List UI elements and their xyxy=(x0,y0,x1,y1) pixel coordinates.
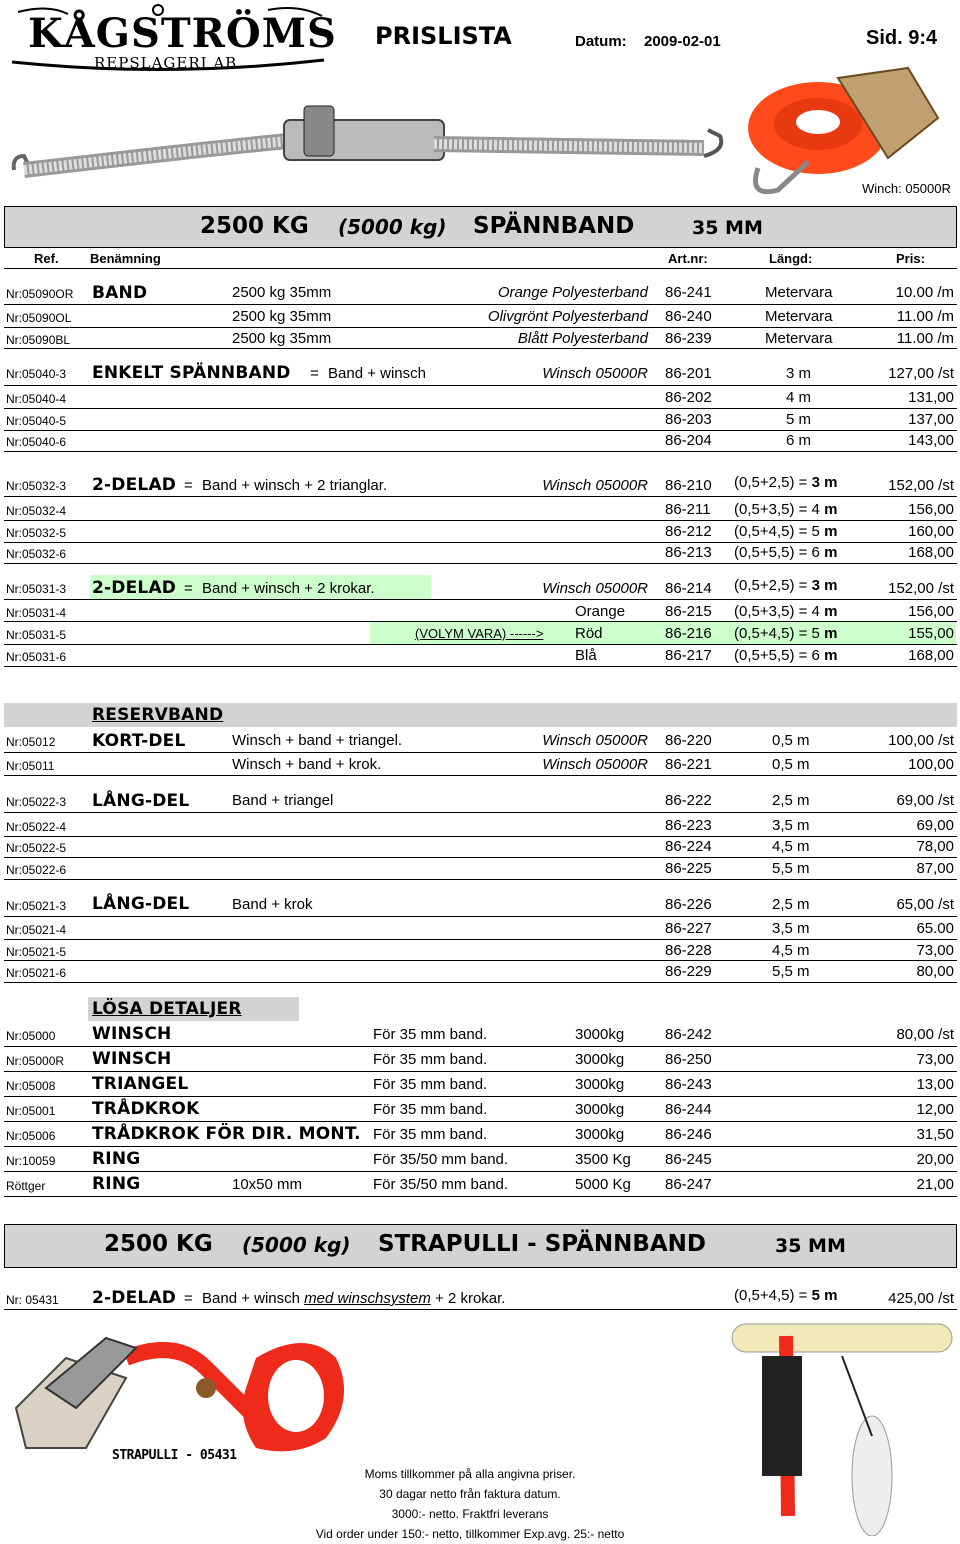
row-ref: Nr:05040-6 xyxy=(6,435,67,449)
row-art: 86-212 xyxy=(665,523,712,540)
banner-title: STRAPULLI - SPÄNNBAND xyxy=(378,1231,707,1257)
row-art: 86-229 xyxy=(665,963,712,980)
row-length: (0,5+4,5) = 5 m xyxy=(734,523,838,540)
row-art: 86-203 xyxy=(665,411,712,428)
row-price: 65.00 xyxy=(916,920,954,937)
footer-line: 30 dagar netto från faktura datum. xyxy=(379,1487,561,1501)
row-ref: Nr:05040-3 xyxy=(6,367,67,381)
row-ref: Nr:05090BL xyxy=(6,333,71,347)
row-desc: Orange Polyesterband xyxy=(497,284,648,301)
product-name-langdel: LÅNG-DEL xyxy=(92,894,190,914)
winch-type: Winsch 05000R xyxy=(542,732,648,749)
row-art: 86-202 xyxy=(665,389,712,406)
row-price: 31,50 xyxy=(916,1126,954,1143)
row-ref: Nr:05032-5 xyxy=(6,526,67,540)
footer-line: 3000:- netto. Fraktfri leverans xyxy=(391,1507,549,1521)
row-desc: För 35 mm band. xyxy=(373,1126,488,1143)
row-price: 100,00 xyxy=(908,756,954,773)
row-ref: Nr:05021-6 xyxy=(6,966,67,980)
row-desc: För 35 mm band. xyxy=(373,1051,488,1068)
banner-kg: 2500 KG xyxy=(200,213,309,239)
row-desc: Winsch + band + krok. xyxy=(232,756,382,773)
col-length: Längd: xyxy=(769,251,813,266)
row-price: 155,00 xyxy=(908,625,954,642)
equals: = xyxy=(184,580,193,597)
row-art: 86-225 xyxy=(665,860,712,877)
row-art: 86-216 xyxy=(665,625,712,642)
row-load: 3000kg xyxy=(575,1026,625,1043)
row-spec: 2500 kg 35mm xyxy=(232,284,332,301)
row-price: 131,00 xyxy=(908,389,954,406)
row-product-name: KORT-DEL xyxy=(92,731,186,751)
row-price: 143,00 xyxy=(908,432,954,449)
row-length: Metervara xyxy=(765,284,833,301)
row-art: 86-204 xyxy=(665,432,712,449)
row-price: 152,00 /st xyxy=(888,580,954,597)
section-title-reservband: RESERVBAND xyxy=(92,705,224,725)
row-load: 3000kg xyxy=(575,1101,625,1118)
row-ref: Nr:05040-4 xyxy=(6,392,67,406)
row-art: 86-224 xyxy=(665,838,712,855)
row-desc: Band + winsch med winschsystem + 2 krokar. xyxy=(202,1290,506,1307)
row-art: 86-223 xyxy=(665,817,712,834)
row-spec: 10x50 mm xyxy=(232,1176,303,1193)
row-load: 3500 Kg xyxy=(575,1151,631,1168)
document-title: PRISLISTA xyxy=(375,22,512,50)
product-desc: Band + winsch xyxy=(328,365,426,382)
row-ref: Nr:05032-3 xyxy=(6,479,67,493)
product-name-2delad: 2-DELAD xyxy=(92,475,177,495)
banner-title: SPÄNNBAND xyxy=(473,213,635,239)
row-product-name: RING xyxy=(92,1174,141,1194)
row-length: (0,5+4,5) = 5 m xyxy=(734,625,838,642)
row-length: 5,5 m xyxy=(772,963,810,980)
row-load: 3000kg xyxy=(575,1126,625,1143)
row-art: 86-220 xyxy=(665,732,712,749)
row-length: 2,5 m xyxy=(772,896,810,913)
row-length: 4,5 m xyxy=(772,942,810,959)
row-ref: Nr:05031-6 xyxy=(6,650,67,664)
row-art: 86-217 xyxy=(665,647,712,664)
row-color: Röd xyxy=(575,625,603,642)
page-number: Sid. 9:4 xyxy=(866,27,938,49)
row-art: 86-239 xyxy=(665,330,712,347)
row-ref: Nr:05032-6 xyxy=(6,547,67,561)
photo-label: STRAPULLI - 05431 xyxy=(112,1448,237,1463)
row-product-name: TRÅDKROK xyxy=(92,1099,200,1119)
row-ref: Nr:05040-5 xyxy=(6,414,67,428)
strapulli-usage-photo xyxy=(722,1316,958,1536)
row-art: 86-242 xyxy=(665,1026,712,1043)
row-length: Metervara xyxy=(765,330,833,347)
col-price: Pris: xyxy=(896,251,925,266)
row-price: 160,00 xyxy=(908,523,954,540)
row-price: 11.00 /m xyxy=(896,308,954,325)
row-ref: Nr:10059 xyxy=(6,1154,56,1168)
winch-type: Winsch 05000R xyxy=(542,580,648,597)
row-ref: Röttger xyxy=(6,1179,46,1193)
footer-notes xyxy=(300,1464,640,1544)
row-length: 3,5 m xyxy=(772,920,810,937)
row-ref: Nr:05022-6 xyxy=(6,863,67,877)
row-price: 69,00 /st xyxy=(896,792,954,809)
product-desc: Band + winsch + 2 trianglar. xyxy=(202,477,388,494)
row-price: 13,00 xyxy=(916,1076,954,1093)
row-ref: Nr:05022-5 xyxy=(6,841,67,855)
row-desc: För 35 mm band. xyxy=(373,1101,488,1118)
row-desc: Olivgrönt Polyesterband xyxy=(487,308,648,325)
banner-width: 35 MM xyxy=(692,217,763,239)
row-art: 86-244 xyxy=(665,1101,712,1118)
row-price: 156,00 xyxy=(908,501,954,518)
row-length: 4 m xyxy=(786,389,812,406)
row-ref: Nr:05032-4 xyxy=(6,504,67,518)
row-ref: Nr:05021-3 xyxy=(6,899,67,913)
row-product-name: BAND xyxy=(92,283,148,303)
row-art: 86-221 xyxy=(665,756,712,773)
row-art: 86-250 xyxy=(665,1051,712,1068)
row-art: 86-210 xyxy=(665,477,712,494)
row-price: 100,00 /st xyxy=(888,732,954,749)
row-price: 80,00 xyxy=(916,963,954,980)
col-art: Art.nr: xyxy=(668,251,708,266)
row-load: 5000 Kg xyxy=(575,1176,631,1193)
row-length: (0,5+3,5) = 4 m xyxy=(734,603,838,620)
row-ref: Nr: 05431 xyxy=(6,1293,59,1307)
product-desc: Band + triangel xyxy=(232,792,334,809)
row-ref: Nr:05031-5 xyxy=(6,628,67,642)
row-price: 168,00 xyxy=(908,647,954,664)
product-name-2delad: 2-DELAD xyxy=(92,578,177,598)
row-desc: Winsch + band + triangel. xyxy=(232,732,403,749)
row-art: 86-211 xyxy=(665,501,711,518)
row-product-name: TRÅDKROK FÖR DIR. MONT. xyxy=(92,1124,361,1144)
row-ref: Nr:05001 xyxy=(6,1104,56,1118)
row-price: 73,00 xyxy=(916,1051,954,1068)
row-art: 86-227 xyxy=(665,920,712,937)
company-logo xyxy=(8,2,337,78)
product-name-langdel: LÅNG-DEL xyxy=(92,791,190,811)
row-art: 86-228 xyxy=(665,942,712,959)
banner-kg: 2500 KG xyxy=(104,1231,213,1257)
row-ref: Nr:05031-3 xyxy=(6,582,67,596)
row-price: 80,00 /st xyxy=(896,1026,954,1043)
logo-subtext: REPSLAGERI AB xyxy=(94,54,238,72)
col-ref: Ref. xyxy=(34,251,59,266)
row-art: 86-241 xyxy=(665,284,712,301)
row-load: 3000kg xyxy=(575,1076,625,1093)
product-desc: Band + winsch + 2 krokar. xyxy=(202,580,375,597)
footer-line: Vid order under 150:- netto, tillkommer Exp.avg. 25:- netto xyxy=(315,1527,625,1541)
row-length: 3 m xyxy=(786,365,812,382)
row-desc: För 35 mm band. xyxy=(373,1026,488,1043)
row-load: 3000kg xyxy=(575,1051,625,1068)
row-art: 86-240 xyxy=(665,308,712,325)
row-length: (0,5+5,5) = 6 m xyxy=(734,544,838,561)
row-color: Blå xyxy=(575,647,597,664)
row-price: 152,00 /st xyxy=(888,477,954,494)
row-price: 127,00 /st xyxy=(888,365,954,382)
row-length: (0,5+2,5) = 3 m xyxy=(734,577,838,594)
row-product-name: RING xyxy=(92,1149,141,1169)
row-art: 86-246 xyxy=(665,1126,712,1143)
row-length: (0,5+5,5) = 6 m xyxy=(734,647,838,664)
section-title-losa: LÖSA DETALJER xyxy=(92,999,242,1019)
row-art: 86-222 xyxy=(665,792,712,809)
row-product-name: 2-DELAD xyxy=(92,1288,177,1308)
winch-type: Winsch 05000R xyxy=(542,756,648,773)
row-desc: För 35 mm band. xyxy=(373,1076,488,1093)
product-name-enkelt: ENKELT SPÄNNBAND xyxy=(92,363,291,383)
row-length: 3,5 m xyxy=(772,817,810,834)
row-length: 6 m xyxy=(786,432,812,449)
row-art: 86-201 xyxy=(665,365,712,382)
row-price: 11.00 /m xyxy=(896,330,954,347)
row-ref: Nr:05008 xyxy=(6,1079,56,1093)
row-price: 10.00 /m xyxy=(895,284,954,301)
row-color: Orange xyxy=(575,603,626,620)
row-price: 73,00 xyxy=(916,942,954,959)
row-spec: 2500 kg 35mm xyxy=(232,330,332,347)
row-ref: Nr:05000 xyxy=(6,1029,56,1043)
row-art: 86-247 xyxy=(665,1176,712,1193)
row-price: 137,00 xyxy=(908,411,954,428)
row-price: 425,00 /st xyxy=(888,1290,954,1307)
row-ref: Nr:05021-4 xyxy=(6,923,67,937)
row-ref: Nr:05012 xyxy=(6,735,56,749)
row-length: (0,5+2,5) = 3 m xyxy=(734,474,838,491)
row-art: 86-213 xyxy=(665,544,712,561)
row-art: 86-214 xyxy=(665,580,712,597)
ratchet-strap-photo xyxy=(4,100,734,206)
row-art: 86-245 xyxy=(665,1151,712,1168)
row-length: (0,5+4,5) = 5 m xyxy=(734,1287,838,1304)
row-ref: Nr:05090OR xyxy=(6,287,74,301)
volym-note: (VOLYM VARA) ------> xyxy=(415,626,544,641)
row-length: 5 m xyxy=(786,411,812,428)
row-desc: Blått Polyesterband xyxy=(517,330,648,347)
row-art: 86-215 xyxy=(665,603,712,620)
product-desc: Band + krok xyxy=(232,896,313,913)
row-ref: Nr:05090OL xyxy=(6,311,72,325)
row-spec: 2500 kg 35mm xyxy=(232,308,332,325)
row-ref: Nr:05011 xyxy=(6,759,55,773)
row-ref: Nr:05022-3 xyxy=(6,795,67,809)
row-art: 86-226 xyxy=(665,896,712,913)
row-length: 5,5 m xyxy=(772,860,810,877)
row-product-name: WINSCH xyxy=(92,1049,172,1069)
row-price: 21,00 xyxy=(916,1176,954,1193)
logo-text: KÅGSTRÖMS xyxy=(28,10,337,57)
row-desc: För 35/50 mm band. xyxy=(373,1176,509,1193)
date-value: 2009-02-01 xyxy=(644,33,721,50)
row-price: 168,00 xyxy=(908,544,954,561)
equals: = xyxy=(310,365,319,382)
col-name: Benämning xyxy=(90,251,161,266)
row-price: 65,00 /st xyxy=(896,896,954,913)
row-product-name: WINSCH xyxy=(92,1024,172,1044)
row-ref: Nr:05006 xyxy=(6,1129,56,1143)
row-length: 0,5 m xyxy=(772,756,810,773)
equals: = xyxy=(184,1290,193,1307)
row-price: 69,00 xyxy=(916,817,954,834)
row-ref: Nr:05022-4 xyxy=(6,820,67,834)
row-product-name: TRIANGEL xyxy=(92,1074,189,1094)
row-ref: Nr:05021-5 xyxy=(6,945,67,959)
row-length: (0,5+3,5) = 4 m xyxy=(734,501,838,518)
winch-type: Winsch 05000R xyxy=(542,365,648,382)
row-length: 0,5 m xyxy=(772,732,810,749)
banner-width: 35 MM xyxy=(775,1235,846,1257)
row-desc: För 35/50 mm band. xyxy=(373,1151,509,1168)
row-price: 20,00 xyxy=(916,1151,954,1168)
row-ref: Nr:05000R xyxy=(6,1054,65,1068)
row-length: Metervara xyxy=(765,308,833,325)
equals: = xyxy=(184,477,193,494)
row-length: 2,5 m xyxy=(772,792,810,809)
banner-kg-alt: (5000 kg) xyxy=(242,1233,351,1257)
row-price: 87,00 xyxy=(916,860,954,877)
orange-strap-roll-photo xyxy=(738,58,958,198)
winch-type: Winsch 05000R xyxy=(542,477,648,494)
row-price: 78,00 xyxy=(916,838,954,855)
footer-line: Moms tillkommer på alla angivna priser. xyxy=(364,1467,576,1481)
row-length: 4,5 m xyxy=(772,838,810,855)
strapulli-photo xyxy=(6,1318,356,1468)
row-art: 86-243 xyxy=(665,1076,712,1093)
banner-kg-alt: (5000 kg) xyxy=(338,215,447,239)
date-label: Datum: xyxy=(575,33,627,50)
row-price: 12,00 xyxy=(916,1101,954,1118)
winch-caption: Winch: 05000R xyxy=(862,181,951,196)
row-ref: Nr:05031-4 xyxy=(6,606,67,620)
row-price: 156,00 xyxy=(908,603,954,620)
